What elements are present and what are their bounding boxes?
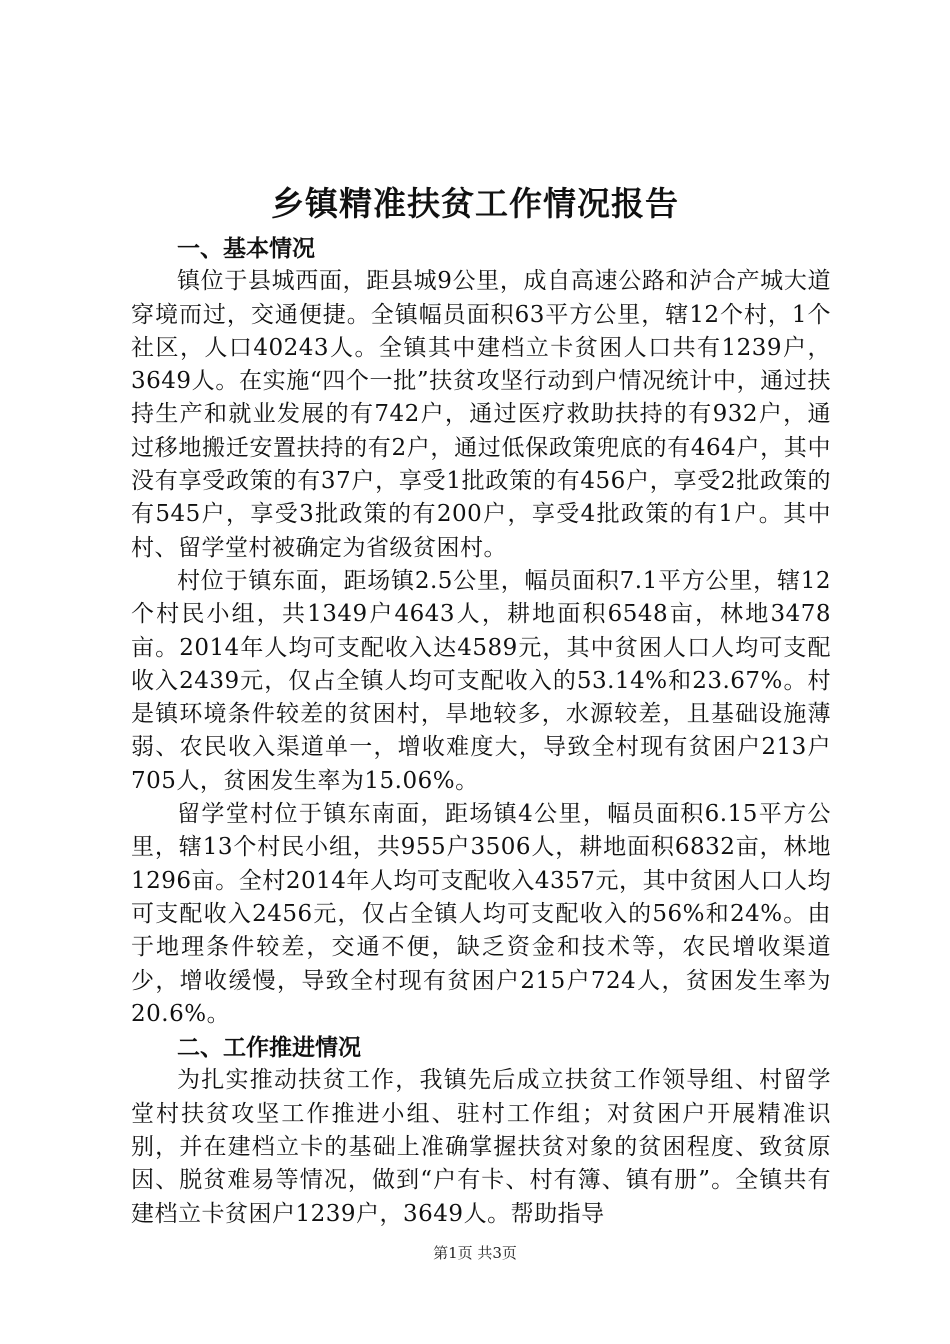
section-basic-situation [131,232,831,1031]
page-footer: 第1页 共3页 [433,1244,517,1262]
paragraph: 镇位于县城西面，距县城9公里，成自高速公路和泸合产城大道穿境而过，交通便捷。全镇幅员面积63平方公里，辖12个村，1个社区，人口40243人。全镇其中建档立卡贫困人口共有1239户，3649人。在实施“四个一批”扶贫攻坚行动到户情况统计中，通过扶持生产和就业发展的有742户，通过医疗救助扶持的有932户，通过移地搬迁安置扶持的有2户，通过低保政策兜底的有464户，其中没有享受政策的有37户，享受1批政策的有456户，享受2批政策的有545户，享受3批政策的有200户，享受4批政策的有1户。其中村、留学堂村被确定为省级贫困村。 [131,268,831,561]
section-work-progress [131,1031,831,1231]
section-heading: 二、工作推进情况 [177,1034,361,1062]
paragraph: 村位于镇东面，距场镇2.5公里，幅员面积7.1平方公里，辖12个村民小组，共1349户4643人，耕地面积6548亩，林地3478亩。2014年人均可支配收入达4589元，其中贫困人口人均可支配收入2439元，仅占全镇人均可支配收入的53.14%和23.67%。村是镇环境条件较差的贫困村，旱地较多，水源较差，且基础设施薄弱、农民收入渠道单一，增收难度大，导致全村现有贫困户213户705人，贫困发生率为15.06%。 [131,567,831,794]
document-body [131,232,831,1231]
section-heading: 一、基本情况 [177,235,315,262]
document-title: 乡镇精准扶贫工作情况报告 [271,184,679,223]
paragraph: 为扎实推动扶贫工作，我镇先后成立扶贫工作领导组、村留学堂村扶贫攻坚工作推进小组、驻村工作组；对贫困户开展精准识别，并在建档立卡的基础上准确掌握扶贫对象的贫困程度、致贫原因、脱贫难易等情况，做到“户有卡、村有簿、镇有册”。全镇共有建档立卡贫困户1239户，3649人。帮助指导 [131,1067,831,1227]
paragraph: 留学堂村位于镇东南面，距场镇4公里，幅员面积6.15平方公里，辖13个村民小组，共955户3506人，耕地面积6832亩，林地1296亩。全村2014年人均可支配收入4357元，其中贫困人口人均可支配收入2456元，仅占全镇人均可支配收入的56%和24%。由于地理条件较差，交通不便，缺乏资金和技术等，农民增收渠道少，增收缓慢，导致全村现有贫困户215户724人，贫困发生率为20.6%。 [131,801,831,1027]
